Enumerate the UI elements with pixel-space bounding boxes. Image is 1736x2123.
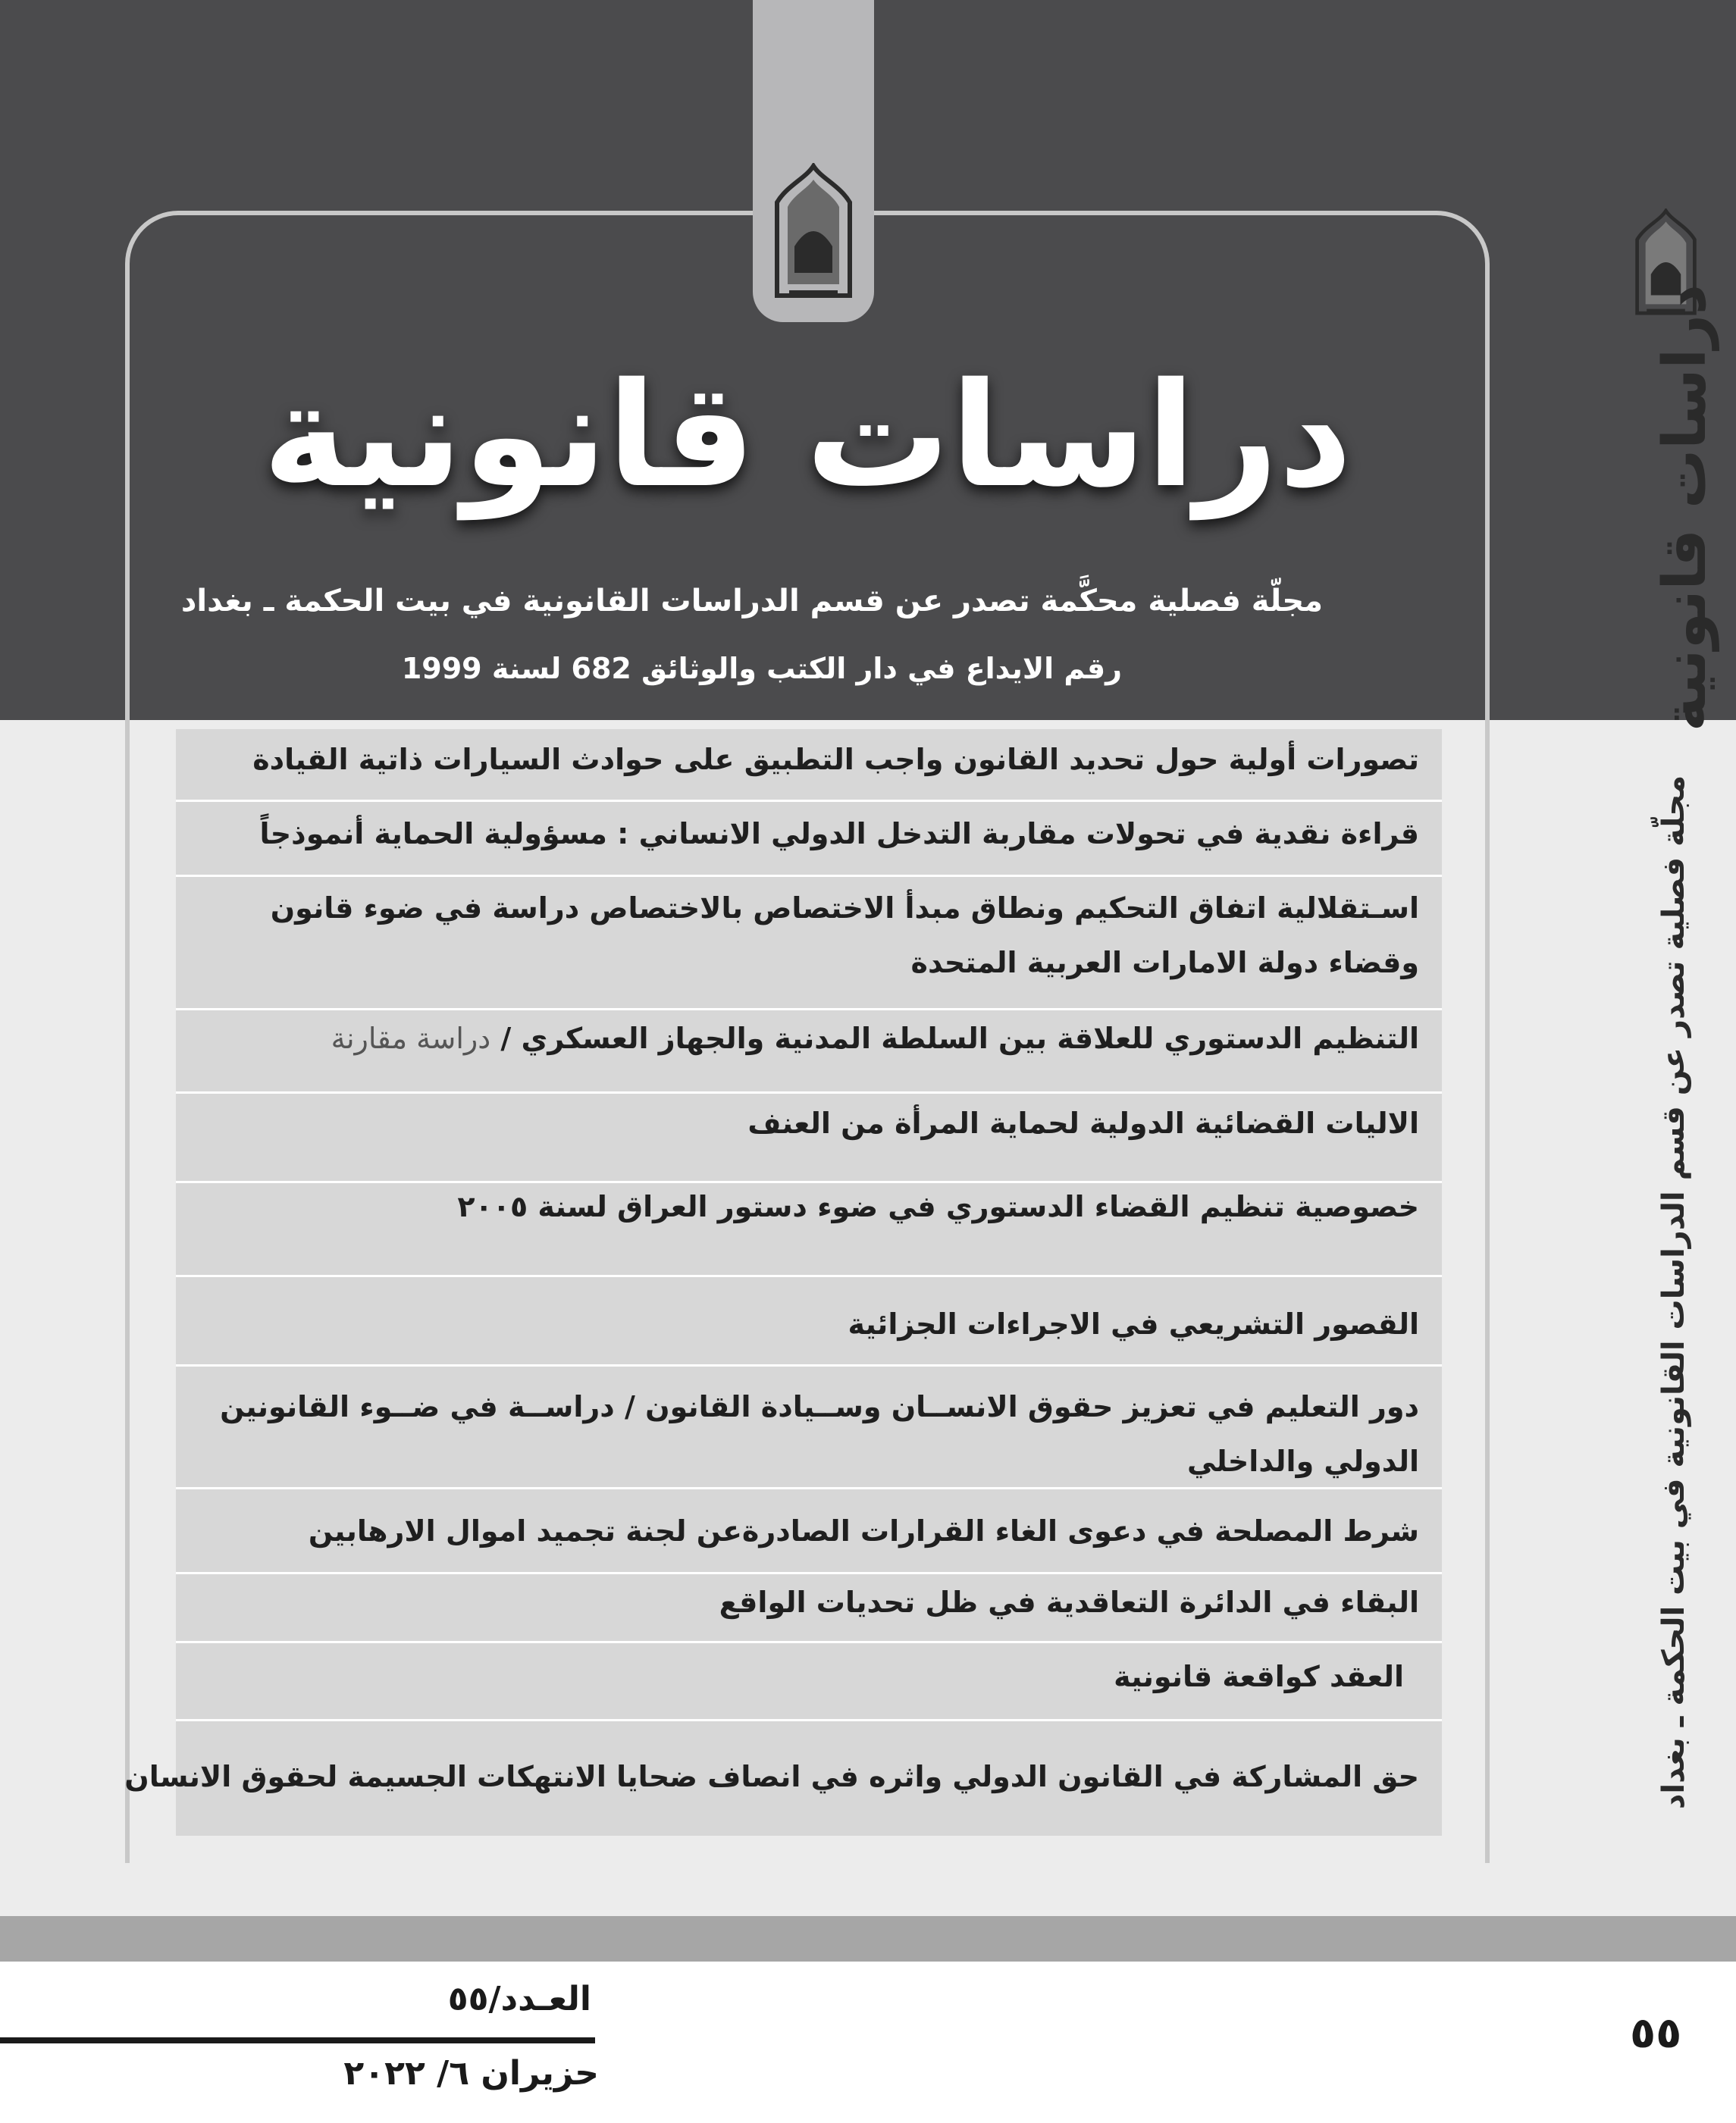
page-number: ٥٥ [1630, 2009, 1682, 2058]
deposit-number: رقم الايداع في دار الكتب والوثائق 682 لسنة 1999 [401, 652, 1122, 685]
toc-item: الاليات القضائية الدولية لحماية المرأة من العنف [747, 1107, 1419, 1140]
issue-number: العـدد/٥٥ [447, 1980, 591, 2018]
toc-item: تصورات أولية حول تحديد القانون واجب التطبيق على حوادث السيارات ذاتية القيادة [252, 743, 1419, 776]
journal-subtitle: مجلّة فصلية محكَّمة تصدر عن قسم الدراسات القانونية في بيت الحكمة ـ بغداد [180, 584, 1323, 618]
issue-date: حزيران ٦/ ٢٠٢٢ [343, 2054, 599, 2093]
spine-subtitle-text: مجلّة فصلية تصدر عن قسم الدراسات القانونية في بيت الحكمة ـ بغداد [1656, 775, 1691, 1810]
toc-item-title: التنظيم الدستوري للعلاقة بين السلطة المدنية والجهاز العسكري / [500, 1022, 1419, 1055]
table-of-contents [124, 729, 1442, 1836]
toc-item: البقاء في الدائرة التعاقدية في ظل تحديات الواقع [719, 1586, 1419, 1619]
toc-item: قراءة نقدية في تحولات مقاربة التدخل الدولي الانساني : مسؤولية الحماية أنموذجاً [259, 817, 1419, 850]
spine-title [1628, 283, 1736, 732]
journal-title: دراسات قانونية [262, 352, 1352, 519]
toc-item: خصوصية تنظيم القضاء الدستوري في ضوء دستور العراق لسنة ٢٠٠٥ [457, 1190, 1419, 1223]
toc-item-note: دراسة مقارنة [331, 1022, 491, 1055]
toc-divider [176, 1275, 1442, 1277]
bottom-band [0, 1916, 1736, 1962]
footer-divider [0, 2037, 595, 2043]
toc-divider [176, 875, 1442, 877]
toc-divider [176, 1641, 1442, 1643]
toc-divider [176, 800, 1442, 802]
toc-item: العقد كواقعة قانونية [1114, 1660, 1404, 1693]
toc-divider [176, 1487, 1442, 1489]
toc-item: القصور التشريعي في الاجراءات الجزائية [848, 1307, 1419, 1341]
toc-item: شرط المصلحة في دعوى الغاء القرارات الصادرةعن لجنة تجميد اموال الارهابين [308, 1514, 1419, 1548]
bayt-al-hikma-dome-logo-icon [768, 163, 859, 307]
spine-subtitle [1628, 775, 1719, 1810]
toc-item: دور التعليم في تعزيز حقوق الانســان وســيادة القانون / دراســة في ضــوء القانونين الدولي والداخلي [220, 1390, 1419, 1478]
toc-divider [176, 1364, 1442, 1367]
toc-item: اسـتقلالية اتفاق التحكيم ونطاق مبدأ الاختصاص بالاختصاص دراسة في ضوء قانون وقضاء دولة الامارات العربية المتحدة [270, 891, 1419, 979]
toc-item: حق المشاركة في القانون الدولي واثره في انصاف ضحايا الانتهكات الجسيمة لحقوق الانسان [124, 1760, 1419, 1793]
toc-item [183, 1008, 1419, 1069]
toc-divider [176, 1719, 1442, 1721]
spine-title-text: دراسات قانونية [1651, 283, 1719, 732]
logo-tab [753, 0, 874, 322]
